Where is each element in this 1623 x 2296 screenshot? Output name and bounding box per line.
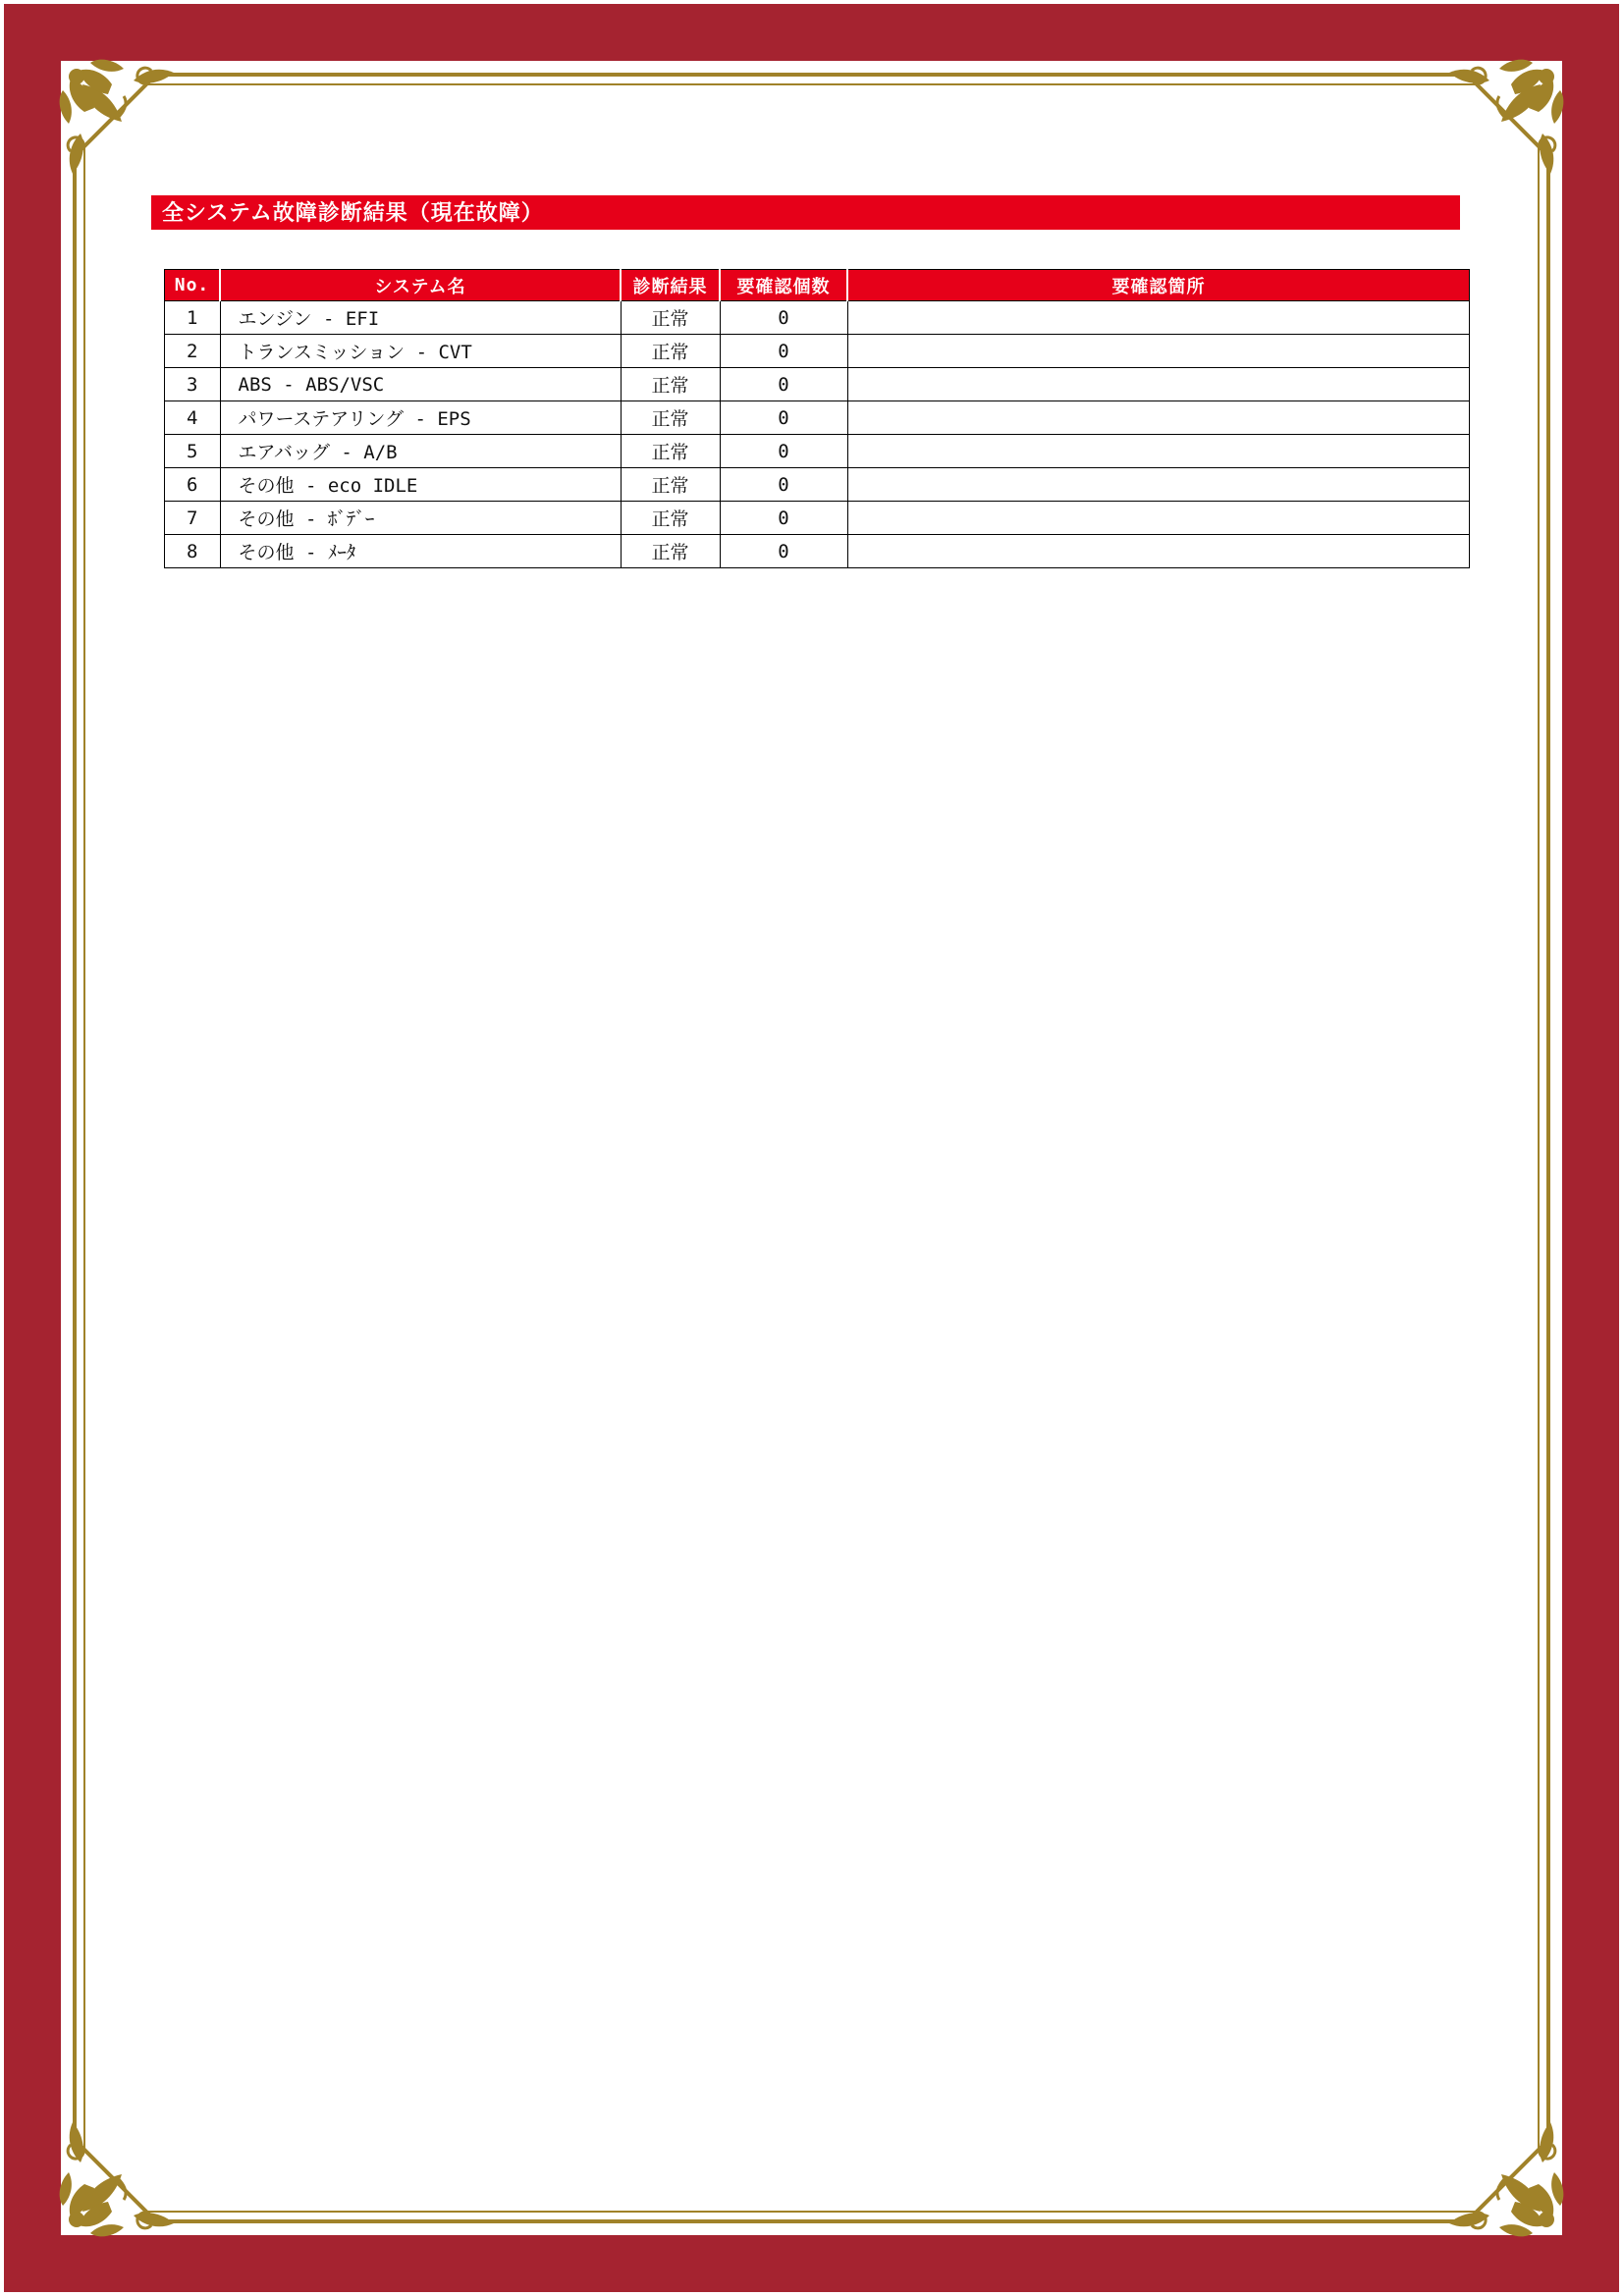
page-title: 全システム故障診断結果（現在故障） — [151, 195, 1460, 230]
check-location-cell — [847, 301, 1470, 335]
system-name-cell: その他 - ﾎﾞﾃﾞｰ — [220, 502, 621, 535]
header-row — [165, 270, 1470, 301]
table-row — [165, 335, 1470, 368]
check-count-cell: 0 — [720, 535, 847, 568]
check-location-cell — [847, 368, 1470, 401]
system-name-cell: トランスミッション - CVT — [220, 335, 621, 368]
table-row — [165, 368, 1470, 401]
system-name-cell: その他 - eco IDLE — [220, 468, 621, 502]
diagnosis-result-cell: 正常 — [621, 502, 720, 535]
check-location-cell — [847, 535, 1470, 568]
row-number-cell: 4 — [165, 401, 221, 435]
diagnosis-result-cell: 正常 — [621, 401, 720, 435]
row-number-cell: 8 — [165, 535, 221, 568]
column-header-system: システム名 — [220, 270, 621, 301]
diagnosis-result-cell: 正常 — [621, 535, 720, 568]
diagnosis-result-cell: 正常 — [621, 468, 720, 502]
row-number-cell: 1 — [165, 301, 221, 335]
row-number-cell: 7 — [165, 502, 221, 535]
row-number-cell: 2 — [165, 335, 221, 368]
column-header-result: 診断結果 — [621, 270, 720, 301]
check-location-cell — [847, 335, 1470, 368]
table-row — [165, 535, 1470, 568]
system-name-cell: ABS - ABS/VSC — [220, 368, 621, 401]
diagnosis-result-cell: 正常 — [621, 301, 720, 335]
check-count-cell: 0 — [720, 502, 847, 535]
check-count-cell: 0 — [720, 335, 847, 368]
table-row — [165, 435, 1470, 468]
check-location-cell — [847, 435, 1470, 468]
diagnosis-result-cell: 正常 — [621, 435, 720, 468]
table-row — [165, 401, 1470, 435]
diagnosis-result-cell: 正常 — [621, 335, 720, 368]
system-name-cell: パワーステアリング - EPS — [220, 401, 621, 435]
table-row — [165, 301, 1470, 335]
check-count-cell: 0 — [720, 401, 847, 435]
column-header-no: No. — [165, 270, 221, 301]
check-location-cell — [847, 401, 1470, 435]
diagnosis-table — [164, 269, 1470, 568]
diagnosis-table-header — [165, 270, 1470, 301]
gold-floral-corner-icon — [53, 2086, 210, 2243]
table-row — [165, 468, 1470, 502]
column-header-count: 要確認個数 — [720, 270, 847, 301]
row-number-cell: 5 — [165, 435, 221, 468]
table-row — [165, 502, 1470, 535]
check-location-cell — [847, 468, 1470, 502]
diagnosis-table-body — [165, 301, 1470, 568]
system-name-cell: エンジン - EFI — [220, 301, 621, 335]
check-count-cell: 0 — [720, 368, 847, 401]
gold-floral-corner-icon — [1413, 53, 1570, 210]
gold-floral-corner-icon — [1413, 2086, 1570, 2243]
gold-floral-corner-icon — [53, 53, 210, 210]
check-count-cell: 0 — [720, 301, 847, 335]
check-count-cell: 0 — [720, 435, 847, 468]
diagnosis-table-wrap — [164, 269, 1470, 568]
system-name-cell: エアバッグ - A/B — [220, 435, 621, 468]
row-number-cell: 3 — [165, 368, 221, 401]
check-location-cell — [847, 502, 1470, 535]
column-header-location: 要確認箇所 — [847, 270, 1470, 301]
system-name-cell: その他 - ﾒｰﾀ — [220, 535, 621, 568]
check-count-cell: 0 — [720, 468, 847, 502]
diagnosis-result-cell: 正常 — [621, 368, 720, 401]
row-number-cell: 6 — [165, 468, 221, 502]
